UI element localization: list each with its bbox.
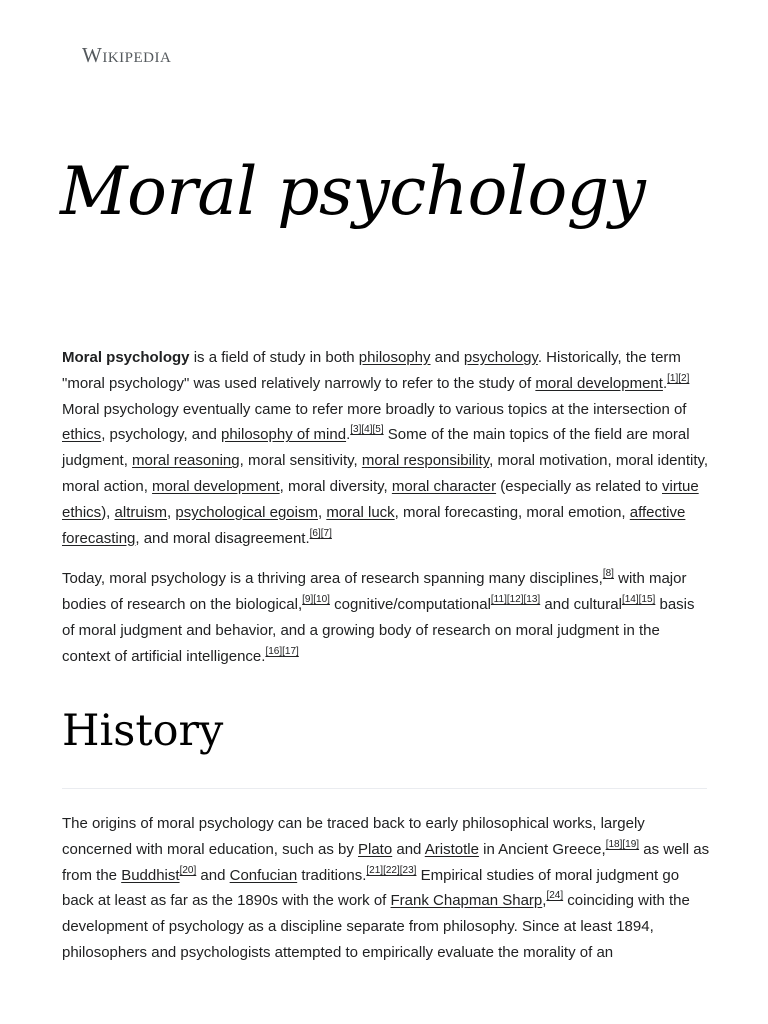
- text: Moral psychology eventually came to refer more broadly to various topics at the intersection of: [62, 400, 687, 418]
- text: (especially as related to: [496, 477, 662, 495]
- link-psychology[interactable]: psychology: [463, 349, 538, 366]
- text: , psychology, and: [101, 426, 221, 444]
- text: in Ancient Greece,: [478, 840, 606, 858]
- text: cognitive/computational: [329, 596, 491, 614]
- citation-16[interactable]: [16]: [265, 645, 283, 657]
- citation[interactable]: [265, 646, 298, 657]
- link-moral-development[interactable]: moral development: [535, 374, 663, 392]
- citation-4[interactable]: [4]: [361, 424, 373, 436]
- text: . Historically, the term "moral psychology" was used relatively narrowly to refer to the study of: [62, 349, 681, 392]
- text: with major bodies of research on the biological,: [62, 570, 687, 614]
- citation[interactable]: [350, 424, 383, 435]
- text: , moral sensitivity,: [239, 452, 362, 470]
- section-divider: [62, 788, 707, 789]
- text: .: [662, 374, 668, 392]
- text: .: [346, 426, 351, 444]
- text: is a field of study in both: [189, 349, 359, 366]
- citation[interactable]: [606, 839, 639, 850]
- link-confucian[interactable]: Confucian: [229, 866, 298, 884]
- citation[interactable]: [366, 865, 416, 876]
- text: , moral diversity,: [279, 477, 392, 495]
- citation-12[interactable]: [12]: [506, 594, 524, 606]
- wordmark-text: Wikipedia: [82, 43, 172, 67]
- citation-17[interactable]: [17]: [282, 645, 299, 657]
- citation-1[interactable]: [1]: [667, 372, 679, 384]
- text: basis of moral judgment and behavior, and a growing body of research on moral judgment in the context of artificial intelligence.: [62, 596, 695, 665]
- section-heading-history: History: [62, 706, 224, 756]
- citation-10[interactable]: [10]: [313, 594, 330, 606]
- link-plato[interactable]: Plato: [358, 840, 393, 858]
- link-philosophy-of-mind[interactable]: philosophy of mind: [220, 426, 347, 444]
- link-altruism[interactable]: altruism: [114, 503, 168, 521]
- citation-22[interactable]: [22]: [383, 864, 400, 876]
- text: coinciding with the development of psychology as a discipline separate from philosophy. Since at least 1894, philosophers and psychologists attempted to empirically evaluate the morality of an: [62, 892, 690, 961]
- article-intro: [62, 345, 710, 670]
- link-moral-character[interactable]: moral character: [391, 477, 497, 495]
- link-philosophy[interactable]: philosophy: [358, 349, 431, 366]
- page-title: Moral psychology: [60, 153, 646, 230]
- intro-paragraph-1: [62, 345, 710, 551]
- link-buddhist[interactable]: Buddhist: [121, 866, 180, 884]
- citation-11[interactable]: [11]: [490, 594, 507, 606]
- citation[interactable]: [603, 568, 614, 579]
- bold-term: Moral psychology: [62, 349, 190, 366]
- link-psychological-egoism[interactable]: psychological egoism: [175, 503, 318, 521]
- history-paragraph-1: [62, 811, 710, 966]
- citation-21[interactable]: [21]: [366, 864, 384, 876]
- text: and: [196, 866, 230, 884]
- link-affective-forecasting[interactable]: affective forecasting: [62, 503, 686, 547]
- text: Today, moral psychology is a thriving area of research spanning many disciplines,: [62, 570, 603, 588]
- link-moral-development-2[interactable]: moral development: [152, 477, 280, 495]
- text: ,: [167, 503, 176, 521]
- text: ,: [317, 503, 327, 521]
- text: and: [392, 840, 425, 858]
- text: Some of the main topics of the field are moral judgment,: [62, 426, 690, 470]
- link-moral-luck[interactable]: moral luck: [326, 503, 395, 521]
- citation-8[interactable]: [8]: [602, 568, 614, 580]
- link-virtue-ethics[interactable]: virtue ethics: [62, 477, 699, 521]
- link-moral-reasoning[interactable]: moral reasoning: [132, 452, 240, 470]
- text: traditions.: [297, 866, 367, 884]
- link-moral-responsibility[interactable]: moral responsibility: [361, 452, 490, 470]
- citation-13[interactable]: [13]: [523, 594, 541, 606]
- citation[interactable]: [622, 594, 655, 605]
- citation-18[interactable]: [18]: [605, 838, 623, 850]
- citation-5[interactable]: [5]: [372, 424, 384, 436]
- intro-paragraph-2: [62, 566, 710, 669]
- text: ),: [101, 503, 115, 521]
- citation-9[interactable]: [9]: [302, 594, 314, 606]
- citation-6[interactable]: [6]: [309, 527, 321, 539]
- text: and cultural: [540, 596, 622, 614]
- text: and: [430, 349, 464, 366]
- citation-2[interactable]: [2]: [678, 372, 690, 384]
- text: , and moral disagreement.: [135, 529, 310, 547]
- citation-23[interactable]: [23]: [399, 864, 417, 876]
- link-aristotle[interactable]: Aristotle: [424, 840, 479, 858]
- citation-19[interactable]: [19]: [622, 838, 640, 850]
- link-frank-chapman-sharp[interactable]: Frank Chapman Sharp: [390, 892, 543, 910]
- citation-3[interactable]: [3]: [350, 424, 362, 436]
- citation[interactable]: [302, 594, 330, 605]
- wikipedia-wordmark[interactable]: [82, 43, 171, 68]
- text: , moral motivation, moral identity, moral action,: [62, 452, 709, 495]
- citation-7[interactable]: [7]: [320, 527, 332, 539]
- link-ethics[interactable]: ethics: [62, 426, 102, 444]
- citation[interactable]: [491, 594, 540, 605]
- text: as well as from the: [62, 840, 710, 884]
- citation-20[interactable]: [20]: [179, 864, 197, 876]
- text: , moral forecasting, moral emotion,: [394, 503, 630, 521]
- text: ,: [542, 892, 547, 910]
- citation[interactable]: [667, 373, 689, 384]
- history-section: [62, 811, 710, 966]
- citation[interactable]: [546, 890, 563, 901]
- citation-15[interactable]: [15]: [638, 594, 656, 606]
- text: Empirical studies of moral judgment go back at least as far as the 1890s with the work of: [62, 866, 680, 910]
- citation[interactable]: [180, 865, 197, 876]
- text: The origins of moral psychology can be traced back to early philosophical works, largely concerned with moral education, such as by: [62, 815, 645, 858]
- citation-24[interactable]: [24]: [546, 890, 564, 902]
- citation-14[interactable]: [14]: [621, 594, 639, 606]
- citation[interactable]: [310, 528, 332, 539]
